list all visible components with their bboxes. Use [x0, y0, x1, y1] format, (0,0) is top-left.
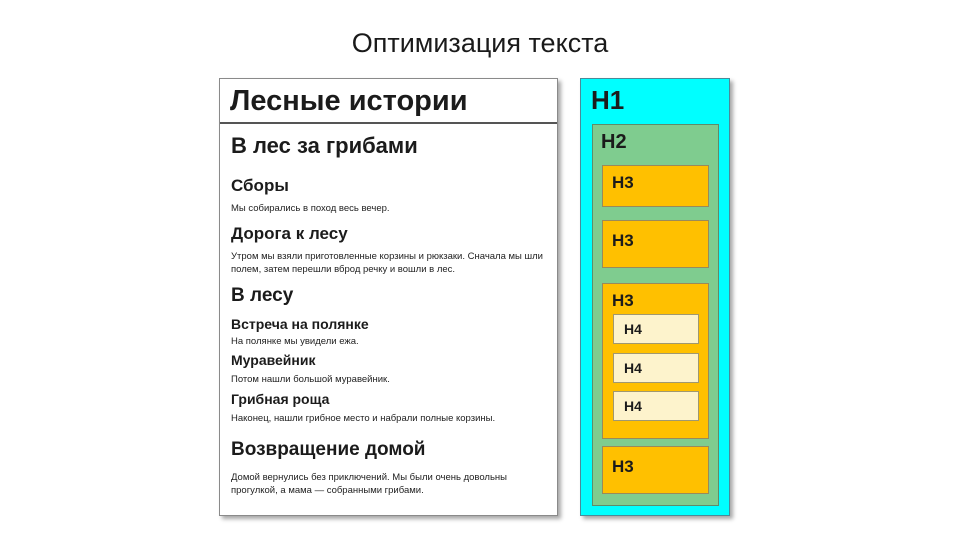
outline-h3-label: H3 — [612, 231, 634, 250]
document-h2-forest-trip: В лес за грибами — [231, 133, 418, 158]
outline-h4-label: H4 — [624, 321, 642, 337]
document-text-anthill: Потом нашли большой муравейник. — [231, 374, 390, 385]
slide-title: Оптимизация текста — [351, 28, 609, 58]
document-h4-meeting: Встреча на полянке — [231, 316, 369, 332]
outline-h4-box — [613, 391, 699, 421]
outline-h3-box-with-h4 — [602, 283, 709, 439]
outline-h3-label: H3 — [612, 291, 634, 310]
outline-h3-label: H3 — [612, 173, 634, 192]
outline-h1-label: H1 — [591, 85, 625, 115]
outline-h3-box — [602, 446, 709, 494]
outline-h3-box — [602, 165, 709, 207]
outline-h4-label: H4 — [624, 360, 642, 376]
document-h3-gathering: Сборы — [231, 176, 289, 195]
outline-h4-box — [613, 314, 699, 344]
outline-h3-box — [602, 220, 709, 268]
outline-h2-box — [592, 124, 719, 506]
h1-divider — [220, 122, 557, 124]
document-h3-road: Дорога к лесу — [231, 224, 348, 243]
heading-outline-h1-box — [580, 78, 730, 516]
document-h2-in-forest: В лесу — [231, 285, 294, 306]
document-panel — [219, 78, 558, 516]
document-text-road: Утром мы взяли приготовленные корзины и рюкзаки. Сначала мы шли полем, затем перешли вброд речку и вошли в лес. — [231, 251, 543, 275]
document-h4-grove: Грибная роща — [231, 391, 330, 407]
outline-h2-label: H2 — [601, 131, 627, 153]
outline-h4-label: H4 — [624, 398, 642, 414]
document-text-grove: Наконец, нашли грибное место и набрали полные корзины. — [231, 413, 496, 424]
document-h4-anthill: Муравейник — [231, 352, 316, 368]
document-text-return: Домой вернулись без приключений. Мы были очень довольны прогулкой, а мама — собранными грибами. — [231, 472, 507, 496]
document-h3-return: Возвращение домой — [231, 439, 426, 460]
document-text-meeting: На полянке мы увидели ежа. — [231, 336, 359, 347]
document-h1: Лесные истории — [230, 85, 468, 117]
outline-h3-label: H3 — [612, 457, 634, 476]
document-text-gathering: Мы собирались в поход весь вечер. — [231, 203, 390, 214]
outline-h4-box — [613, 353, 699, 383]
